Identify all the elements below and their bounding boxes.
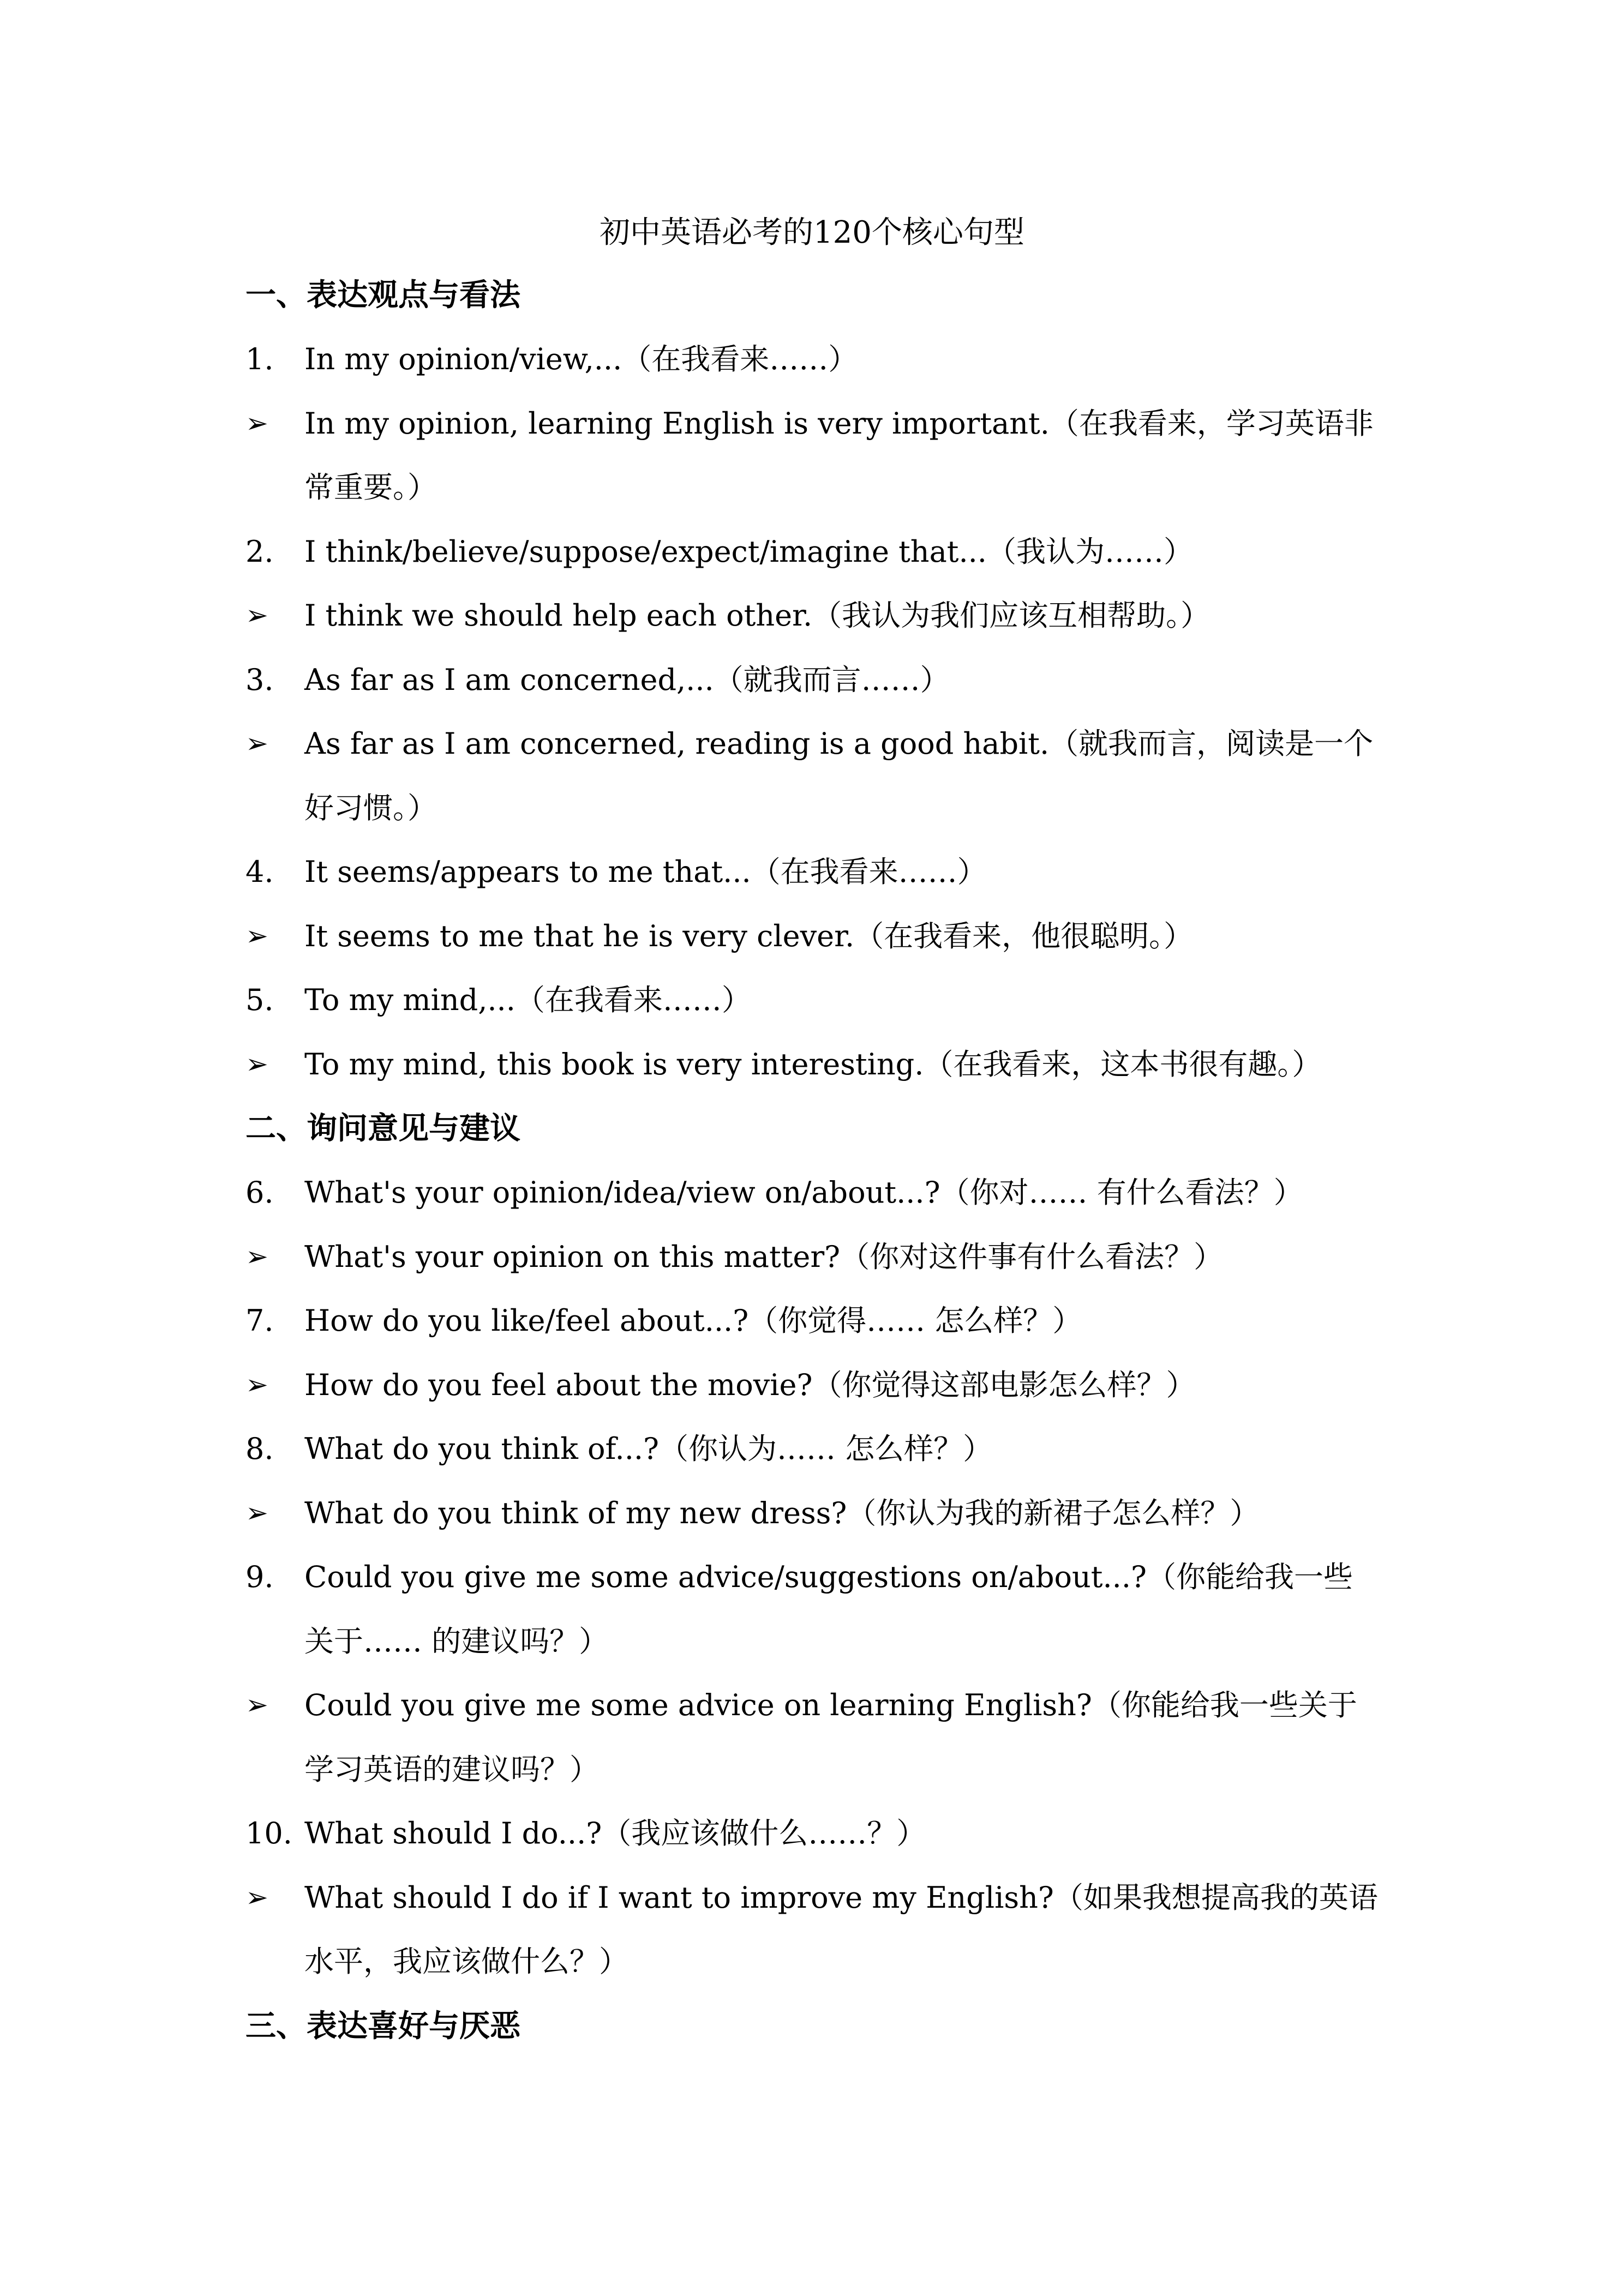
example-text: What do you think of my new dress?（你认为我的新裙子怎么样？） — [304, 1495, 1260, 1530]
pattern-text: As far as I am concerned,...（就我而言……） — [304, 662, 950, 697]
sentence-pattern-item — [245, 968, 1380, 1032]
sentence-pattern-item — [245, 1161, 1380, 1225]
item-number: 9. — [245, 1560, 274, 1594]
example-text: How do you feel about the movie?（你觉得这部电影怎么样？） — [304, 1367, 1196, 1402]
example-text: I think we should help each other.（我认为我们应该互相帮助。） — [304, 598, 1210, 633]
example-text: In my opinion, learning English is very important.（在我看来，学习英语非常重要。） — [304, 406, 1374, 504]
sentence-pattern-item — [245, 1801, 1380, 1866]
item-number: 6. — [245, 1175, 274, 1210]
pattern-text: In my opinion/view,...（在我看来……） — [304, 342, 858, 376]
example-sentence-item — [245, 1032, 1380, 1097]
example-text: What should I do if I want to improve my English?（如果我想提高我的英语水平，我应该做什么？） — [304, 1880, 1378, 1979]
pattern-text: Could you give me some advice/suggestions on/about...?（你能给我一些关于…… 的建议吗？） — [304, 1560, 1353, 1658]
document-title: 初中英语必考的120个核心句型 — [600, 215, 1024, 250]
pattern-text: To my mind,...（在我看来……） — [304, 983, 751, 1017]
item-number: 10. — [245, 1816, 292, 1850]
arrow-bullet-icon: ➢ — [245, 599, 268, 631]
document-body — [245, 263, 1380, 2058]
item-number: 8. — [245, 1432, 274, 1466]
sentence-pattern-item — [245, 520, 1380, 584]
arrow-bullet-icon: ➢ — [245, 407, 268, 439]
example-sentence-item — [245, 712, 1380, 840]
arrow-bullet-icon: ➢ — [245, 1240, 268, 1272]
arrow-bullet-icon: ➢ — [245, 919, 268, 952]
example-text: To my mind, this book is very interesting.（在我看来，这本书很有趣。） — [304, 1047, 1322, 1081]
item-number: 5. — [245, 983, 274, 1017]
pattern-text: I think/believe/suppose/expect/imagine that...（我认为……） — [304, 534, 1193, 569]
example-sentence-item — [245, 392, 1380, 520]
pattern-text: What do you think of...?（你认为…… 怎么样？） — [304, 1432, 993, 1466]
example-sentence-item — [245, 904, 1380, 969]
example-text: Could you give me some advice on learning English?（你能给我一些关于学习英语的建议吗？） — [304, 1688, 1357, 1787]
arrow-bullet-icon: ➢ — [245, 1689, 268, 1721]
example-text: What's your opinion on this matter?（你对这件事有什么看法？） — [304, 1239, 1224, 1274]
example-text: It seems to me that he is very clever.（在我看来，他很聪明。） — [304, 918, 1194, 953]
sentence-pattern-item — [245, 648, 1380, 712]
sentence-pattern-item — [245, 327, 1380, 392]
example-sentence-item — [245, 1673, 1380, 1801]
example-sentence-item — [245, 1225, 1380, 1289]
example-sentence-item — [245, 584, 1380, 648]
pattern-text: What's your opinion/idea/view on/about...?（你对…… 有什么看法？） — [304, 1175, 1303, 1210]
sentence-pattern-item — [245, 1545, 1380, 1673]
item-number: 4. — [245, 855, 274, 889]
item-number: 1. — [245, 342, 274, 376]
example-sentence-item — [245, 1353, 1380, 1417]
section-heading: 三、表达喜好与厌恶 — [245, 2008, 520, 2044]
example-sentence-item — [245, 1481, 1380, 1546]
arrow-bullet-icon: ➢ — [245, 1368, 268, 1401]
item-number: 2. — [245, 534, 274, 569]
example-sentence-item — [245, 1866, 1380, 1994]
item-number: 3. — [245, 662, 274, 697]
example-text: As far as I am concerned, reading is a good habit.（就我而言，阅读是一个好习惯。） — [304, 726, 1374, 825]
section-heading: 一、表达观点与看法 — [245, 277, 520, 313]
section-heading: 二、询问意见与建议 — [245, 1110, 520, 1146]
sentence-pattern-item — [245, 1417, 1380, 1481]
arrow-bullet-icon: ➢ — [245, 1048, 268, 1080]
sentence-pattern-item — [245, 840, 1380, 904]
pattern-text: It seems/appears to me that...（在我看来……） — [304, 855, 987, 889]
item-number: 7. — [245, 1303, 274, 1338]
pattern-text: How do you like/feel about...?（你觉得…… 怎么样？） — [304, 1303, 1082, 1338]
sentence-pattern-item — [245, 1289, 1380, 1353]
arrow-bullet-icon: ➢ — [245, 1496, 268, 1529]
arrow-bullet-icon: ➢ — [245, 728, 268, 759]
arrow-bullet-icon: ➢ — [245, 1881, 268, 1913]
pattern-text: What should I do...?（我应该做什么……？） — [304, 1816, 926, 1850]
